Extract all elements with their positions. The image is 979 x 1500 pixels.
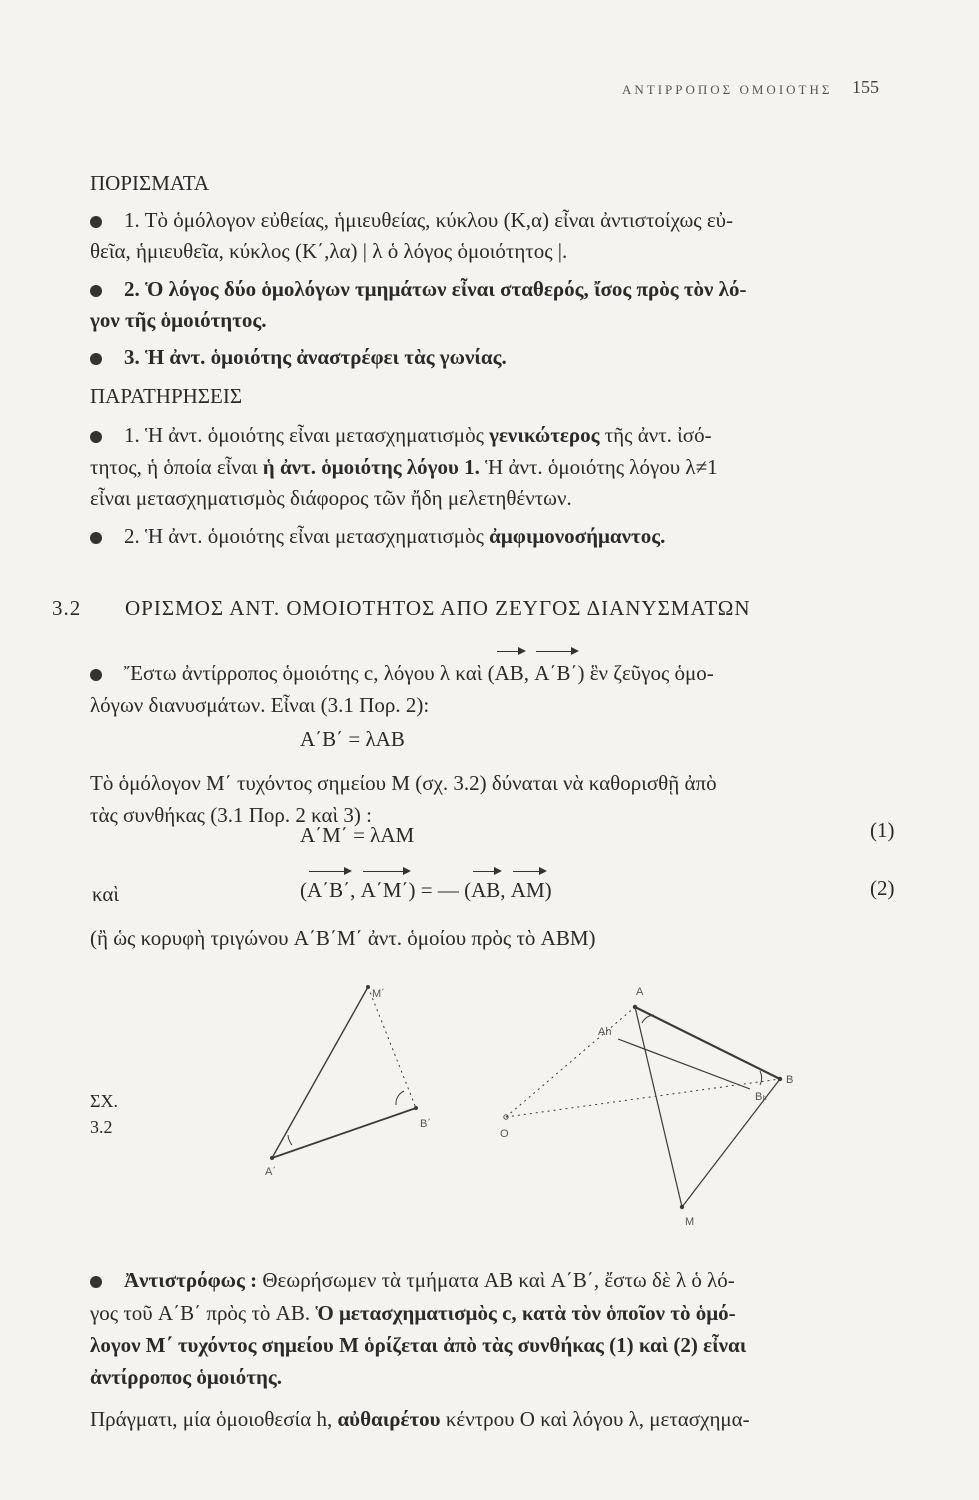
paratiriseis-item-1: 1. Ἡ ἀντ. ὁμοιότης εἶναι μετασχηματισμὸς γενικώτερος τῆς ἀντ. ἰσό- xyxy=(90,420,910,450)
formula-1: A΄M΄ = λAM xyxy=(300,823,415,847)
label-bh: Bₕ xyxy=(755,1091,767,1103)
segment-ahbh xyxy=(618,1039,750,1089)
bullet-icon xyxy=(90,353,102,365)
label-m1: M΄ xyxy=(372,988,385,1000)
converse-paragraph-cont: γος τοῦ A΄B΄ πρὸς τὸ AB. Ὁ μετασχηματισμὸς c, κατὰ τὸν ὁποῖον τὸ ὁμό- xyxy=(90,1301,736,1325)
label-b1: B΄ xyxy=(420,1118,431,1130)
bullet-icon xyxy=(90,285,102,297)
section-paragraph-2-cont: τὰς συνθήκας (3.1 Πορ. 2 καὶ 3) : xyxy=(90,803,372,827)
section-paragraph-3: (ἢ ὡς κορυφὴ τριγώνου A΄B΄M΄ ἀντ. ὁμοίου πρὸς τὸ ABM) xyxy=(90,926,596,950)
paratiriseis-heading: ΠΑΡΑΤΗΡΗΣΕΙΣ xyxy=(90,384,243,408)
paratiriseis-item-1-cont2: εἶναι μετασχηματισμὸς διάφορος τῶν ἤδη μελετηθέντων. xyxy=(90,486,572,510)
segment-ab xyxy=(635,1007,780,1079)
bullet-icon xyxy=(90,216,102,228)
porismata-item-3: 3. Ἡ ἀντ. ὁμοιότης ἀναστρέφει τὰς γωνίας. xyxy=(90,342,910,372)
label-b: B xyxy=(786,1074,794,1086)
porismata-item-2: 2. Ὁ λόγος δύο ὁμολόγων τμημάτων εἶναι σταθερός, ἴσος πρὸς τὸν λό- xyxy=(90,274,910,304)
converse-paragraph: Ἀντιστρόφως : Θεωρήσωμεν τὰ τμήματα AB καὶ A΄B΄, ἔστω δὲ λ ὁ λό- xyxy=(90,1265,910,1295)
section-paragraph-2: Τὸ ὁμόλογον M΄ τυχόντος σημείου M (σχ. 3.2) δύναται νὰ καθορισθῇ ἀπὸ xyxy=(90,771,717,795)
vector-a1b1: A΄B΄ xyxy=(534,658,577,688)
ray-o-b xyxy=(506,1079,780,1117)
running-title: ΑΝΤΙΡΡΟΠΟΣ ΟΜΟΙΟΤΗΣ xyxy=(622,82,833,97)
porismata-item-1: 1. Τὸ ὁμόλογον εὐθείας, ἡμιευθείας, κύκλου (Κ,α) εἶναι ἀντιστοίχως εὐ- xyxy=(90,205,910,235)
bullet-icon xyxy=(90,532,102,544)
paratiriseis-item-1-cont: τητος, ἡ ὁποία εἶναι ἡ ἀντ. ὁμοιότης λόγου 1. Ἡ ἀντ. ὁμοιότης λόγου λ≠1 xyxy=(90,455,718,479)
section-number: 3.2 xyxy=(52,596,82,620)
porismata-item-2-cont: γον τῆς ὁμοιότητος. xyxy=(90,308,267,332)
bullet-icon xyxy=(90,431,102,443)
vector-ab: AB xyxy=(495,658,524,688)
section-paragraph-1: Ἔστω ἀντίρροπος ὁμοιότης c, λόγου λ καὶ (AB, A΄B΄) ἓν ζεῦγος ὁμο- xyxy=(90,658,910,688)
formula-ab: A΄B΄ = λAB xyxy=(300,727,405,751)
porismata-item-1-cont: θεῖα, ἡμιευθεῖα, κύκλος (Κ΄,λα) | λ ὁ λόγος ὁμοιότητος |. xyxy=(90,239,568,263)
converse-paragraph-cont3: ἀντίρροπος ὁμοιότης. xyxy=(90,1365,283,1389)
segment-m1b1 xyxy=(368,987,416,1108)
indeed-paragraph: Πράγματι, μία ὁμοιοθεσία h, αὐθαιρέτου κέντρου O καὶ λόγου λ, μετασχημα- xyxy=(90,1407,750,1431)
page-number: 155 xyxy=(852,77,879,97)
ray-o-a xyxy=(506,1007,635,1117)
section-title: ΟΡΙΣΜΟΣ ΑΝΤ. ΟΜΟΙΟΤΗΤΟΣ ΑΠΟ ΖΕΥΓΟΣ ΔΙΑΝΥΣΜΑΤΩΝ xyxy=(125,596,751,620)
formula-1-number: (1) xyxy=(870,818,895,842)
label-m: M xyxy=(685,1216,695,1228)
label-a: A xyxy=(636,986,644,998)
bullet-icon xyxy=(90,1276,102,1288)
segment-a1m1 xyxy=(272,987,368,1158)
converse-paragraph-cont2: λογον M΄ τυχόντος σημείου M ὁρίζεται ἀπὸ τὰς συνθήκας (1) καὶ (2) εἶναι xyxy=(90,1333,747,1357)
figure-caption: ΣΧ. 3.2 xyxy=(90,1091,118,1137)
paratiriseis-item-2: 2. Ἡ ἀντ. ὁμοιότης εἶναι μετασχηματισμὸς ἀμφιμονοσήμαντος. xyxy=(90,521,910,551)
formula-2-number: (2) xyxy=(870,876,895,900)
section-paragraph-1-cont: λόγων διανυσμάτων. Εἶναι (3.1 Πορ. 2): xyxy=(90,693,430,717)
label-o: O xyxy=(500,1128,509,1140)
label-a1: A΄ xyxy=(265,1166,276,1178)
segment-a1b1 xyxy=(272,1108,416,1158)
label-ah: Ah xyxy=(598,1026,612,1038)
bullet-icon xyxy=(90,669,102,681)
kai-word: καὶ xyxy=(92,882,120,906)
formula-2: (A΄B΄, A΄M΄) = — (AB, AM) xyxy=(300,878,552,902)
porismata-heading: ΠΟΡΙΣΜΑΤΑ xyxy=(90,171,210,195)
segment-am xyxy=(635,1007,682,1207)
figure-3-2 xyxy=(0,975,979,1235)
